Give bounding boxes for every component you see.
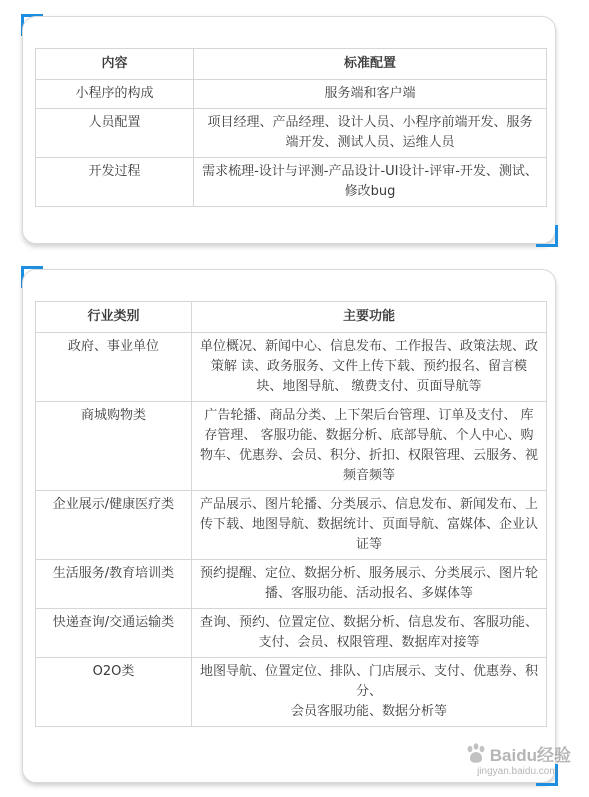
row-label: 小程序的构成	[36, 80, 194, 109]
row-label: O2O类	[36, 658, 192, 727]
column-header-content: 内容	[36, 49, 194, 80]
table-row	[36, 560, 547, 609]
row-value: 需求梳理-设计与评测-产品设计-UI设计-评审-开发、测试、修改bug	[194, 158, 547, 207]
table-row	[36, 402, 547, 491]
watermark	[464, 741, 571, 777]
industry-card	[22, 269, 556, 783]
row-value: 广告轮播、商品分类、上下架后台管理、订单及支付、 库存管理、 客服功能、数据分析、底部导航、个人中心、购物车、优惠券、会员、积分、折扣、权限管理、云服务、视频音频等	[192, 402, 547, 491]
row-label: 企业展示/健康医疗类	[36, 491, 192, 560]
table-row	[36, 609, 547, 658]
card1-corner-bottom-right-vertical	[555, 225, 558, 247]
column-header-main-functions: 主要功能	[192, 302, 547, 333]
row-label: 开发过程	[36, 158, 194, 207]
watermark-url: jingyan.baidu.com	[477, 766, 558, 777]
table-row	[36, 80, 547, 109]
paw-logo-icon	[464, 743, 488, 765]
table-row	[36, 109, 547, 158]
table-header-row	[36, 302, 547, 333]
row-value: 地图导航、位置定位、排队、门店展示、支付、优惠券、积分、 会员客服功能、数据分析等	[192, 658, 547, 727]
row-value: 产品展示、图片轮播、分类展示、信息发布、新闻发布、上传下载、地图导航、数据统计、页面导航、富媒体、企业认证等	[192, 491, 547, 560]
config-table	[35, 48, 547, 207]
config-card	[22, 16, 556, 244]
row-label: 商城购物类	[36, 402, 192, 491]
column-header-standard-config: 标准配置	[194, 49, 547, 80]
table-header-row	[36, 49, 547, 80]
row-value: 预约提醒、定位、数据分析、服务展示、分类展示、图片轮播、客服功能、活动报名、多媒体等	[192, 560, 547, 609]
table-row	[36, 491, 547, 560]
row-label: 快递查询/交通运输类	[36, 609, 192, 658]
row-value: 服务端和客户端	[194, 80, 547, 109]
row-value: 项目经理、产品经理、设计人员、小程序前端开发、服务端开发、测试人员、运维人员	[194, 109, 547, 158]
column-header-industry: 行业类别	[36, 302, 192, 333]
row-label: 人员配置	[36, 109, 194, 158]
table-row	[36, 658, 547, 727]
table-row	[36, 158, 547, 207]
row-label: 政府、事业单位	[36, 333, 192, 402]
row-label: 生活服务/教育培训类	[36, 560, 192, 609]
row-value: 查询、预约、位置定位、数据分析、信息发布、客服功能、支付、会员、权限管理、数据库对接等	[192, 609, 547, 658]
watermark-brand: Baidu经验	[489, 746, 571, 765]
row-value: 单位概况、新闻中心、信息发布、工作报告、政策法规、政策解 读、政务服务、文件上传下载、预约报名、留言模块、地图导航、 缴费支付、页面导航等	[192, 333, 547, 402]
table-row	[36, 333, 547, 402]
industry-table	[35, 301, 547, 727]
